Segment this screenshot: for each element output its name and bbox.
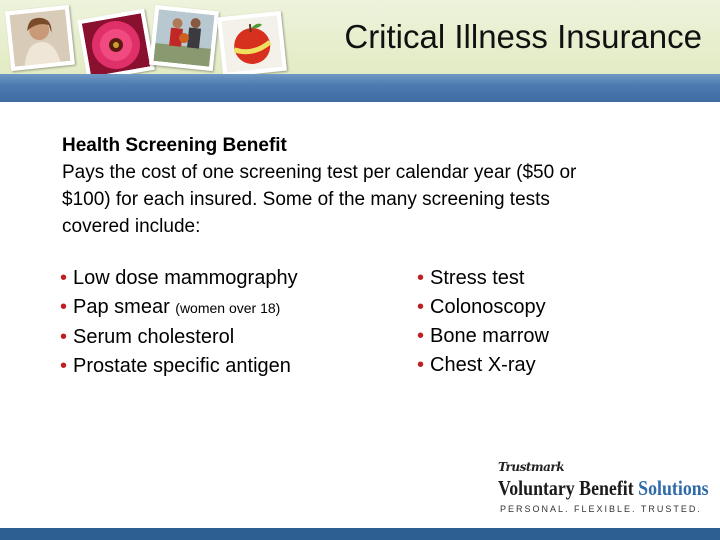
gerbera-daisy-image [82, 13, 150, 77]
screening-list-right [417, 264, 549, 380]
logo-brand-accent: Solutions [638, 476, 709, 500]
bullet-icon: • [417, 325, 425, 347]
list-item [417, 351, 549, 380]
couple-basketball-image [153, 9, 214, 67]
list-item-text: Pap smear [73, 296, 176, 318]
list-item-text: Serum cholesterol [73, 326, 235, 348]
bullet-icon: • [417, 267, 425, 289]
header-banner [0, 0, 720, 74]
logo-brand-main: Voluntary Benefit [498, 476, 639, 500]
apple-measuring-tape-image [221, 15, 282, 73]
list-item [417, 264, 549, 293]
benefit-description [62, 132, 602, 240]
benefit-paragraph: Pays the cost of one screening test per calendar year ($50 or $100) for each insured. Some of the many screening tests covered include: [62, 162, 577, 237]
logo-company-name: Trustmark [498, 460, 565, 474]
screening-list-left [60, 264, 298, 381]
list-item [60, 293, 298, 323]
list-item-note: (women over 18) [175, 300, 281, 316]
bullet-icon: • [60, 326, 68, 348]
logo-brand [498, 476, 709, 501]
list-item [60, 352, 298, 381]
list-item-text: Low dose mammography [73, 267, 298, 289]
logo-tagline: PERSONAL. FLEXIBLE. TRUSTED. [500, 504, 702, 514]
list-item-text: Stress test [430, 267, 525, 289]
list-item [417, 322, 549, 351]
photo-apple [217, 11, 287, 77]
page-title: Critical Illness Insurance [344, 18, 702, 55]
header-divider-bar [0, 74, 720, 102]
bullet-icon: • [417, 296, 425, 318]
company-logo [498, 460, 708, 520]
footer-bar [0, 528, 720, 540]
list-item-text: Prostate specific antigen [73, 355, 291, 377]
list-item [60, 323, 298, 352]
bullet-icon: • [417, 354, 425, 376]
woman-portrait-image [9, 9, 70, 67]
bullet-icon: • [60, 355, 68, 377]
photo-basketball [149, 5, 219, 71]
list-item-text: Bone marrow [430, 325, 549, 347]
list-item-text: Chest X-ray [430, 354, 536, 376]
bullet-icon: • [60, 296, 68, 318]
photo-woman [5, 5, 75, 71]
photo-flower [77, 9, 155, 82]
list-item [417, 293, 549, 322]
list-item-text: Colonoscopy [430, 296, 546, 318]
list-item [60, 264, 298, 293]
benefit-heading: Health Screening Benefit [62, 135, 287, 156]
bullet-icon: • [60, 267, 68, 289]
